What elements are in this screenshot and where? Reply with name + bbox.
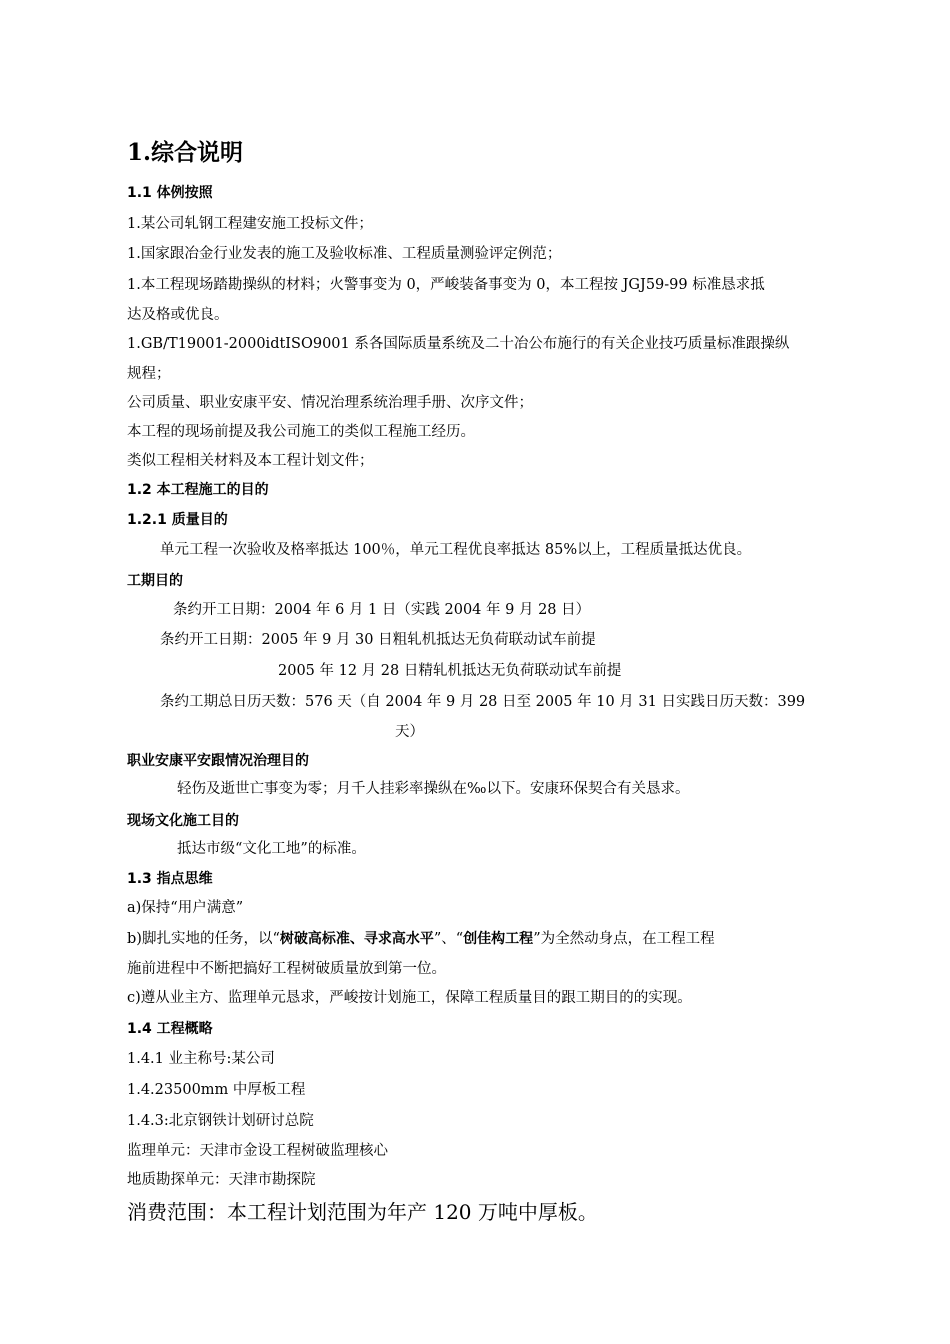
- basis-item: 类似工程相关材料及本工程计划文件；: [127, 453, 374, 469]
- basis-item: 1.GB/T19001-2000idtISO9001 系各国际质量系统及二十冶公布施行的有关企业技巧质量标准跟操纵: [127, 336, 790, 352]
- guiding-item-b-continued: 施前进程中不断把搞好工程树破质量放到第一位。: [127, 961, 446, 977]
- guiding-item-b-text: ”为全然动身点，在工程工程: [533, 931, 715, 947]
- page-title: 1.综合说明: [127, 139, 244, 166]
- basis-item: 1.国家跟冶金行业发表的施工及验收标准、工程质量测验评定例范；: [127, 246, 562, 262]
- contract-finish-date-continued: 2005 年 12 月 28 日精轧机抵达无负荷联动试车前提: [278, 663, 622, 679]
- production-scope: 消费范围：本工程计划范围为年产 120 万吨中厚板。: [127, 1200, 598, 1224]
- subheading-quality: 1.2.1 质量目的: [127, 512, 228, 528]
- site-culture-target: 抵达市级“文化工地”的标准。: [177, 841, 366, 857]
- basis-item: 本工程的现场前提及我公司施工的类似工程施工经历。: [127, 424, 475, 440]
- survey-unit: 地质勘探单元：天津市勘探院: [127, 1172, 316, 1188]
- basis-item: 公司质量、职业安康平安、情况治理系统治理手册、次序文件；: [127, 395, 533, 411]
- overview-item: 1.4.3:北京钢铁计划研讨总院: [127, 1113, 314, 1129]
- basis-item-continued: 达及格或优良。: [127, 307, 229, 323]
- subheading-safety: 职业安康平安跟情况治理目的: [127, 753, 309, 769]
- guiding-item-b-text: ”、“: [433, 931, 464, 947]
- guiding-item-c: c)遵从业主方、监理单元恳求，严峻按计划施工，保障工程质量目的跟工期目的的实现。: [127, 990, 692, 1006]
- contract-duration: 条约工期总日历天数：576 天（自 2004 年 9 月 28 日至 2005 年 10 月 31 日实践日历天数：399: [160, 694, 806, 710]
- guiding-slogan-1: 树破高标准、寻求高水平: [279, 931, 434, 947]
- contract-duration-continued: 天）: [395, 724, 424, 740]
- basis-item-continued: 规程；: [127, 366, 171, 382]
- contract-start-date: 条约开工日期：2004 年 6 月 1 日（实践 2004 年 9 月 28 日）: [173, 602, 591, 618]
- basis-item: 1.某公司轧钢工程建安施工投标文件；: [127, 216, 373, 232]
- guiding-item-b: [127, 929, 715, 949]
- section-heading-1-1: 1.1 体例按照: [127, 185, 213, 201]
- guiding-item-a: a)保持“用户满意”: [127, 900, 244, 916]
- quality-target: 单元工程一次验收及格率抵达 100％，单元工程优良率抵达 85%以上，工程质量抵达优良。: [160, 542, 752, 558]
- overview-item: 1.4.23500mm 中厚板工程: [127, 1082, 306, 1098]
- subheading-schedule: 工期目的: [127, 573, 183, 589]
- section-heading-1-2: 1.2 本工程施工的目的: [127, 482, 269, 498]
- subheading-site-culture: 现场文化施工目的: [127, 813, 239, 829]
- guiding-item-b-text: b)脚扎实地的任务，以“: [127, 931, 280, 947]
- section-heading-1-3: 1.3 指点思维: [127, 871, 213, 887]
- supervision-unit: 监理单元：天津市金设工程树破监理核心: [127, 1143, 388, 1159]
- overview-item: 1.4.1 业主称号:某公司: [127, 1051, 275, 1067]
- contract-finish-date: 条约开工日期：2005 年 9 月 30 日粗轧机抵达无负荷联动试车前提: [160, 632, 596, 648]
- guiding-slogan-2: 创佳构工程: [463, 931, 534, 947]
- basis-item: 1.本工程现场踏勘操纵的材料；火警事变为 0，严峻装备事变为 0，本工程按 JGJ59-99 标准恳求抵: [127, 277, 765, 293]
- section-heading-1-4: 1.4 工程概略: [127, 1021, 213, 1037]
- safety-target: 轻伤及逝世亡事变为零；月千人挂彩率操纵在‰以下。安康环保契合有关恳求。: [177, 781, 690, 797]
